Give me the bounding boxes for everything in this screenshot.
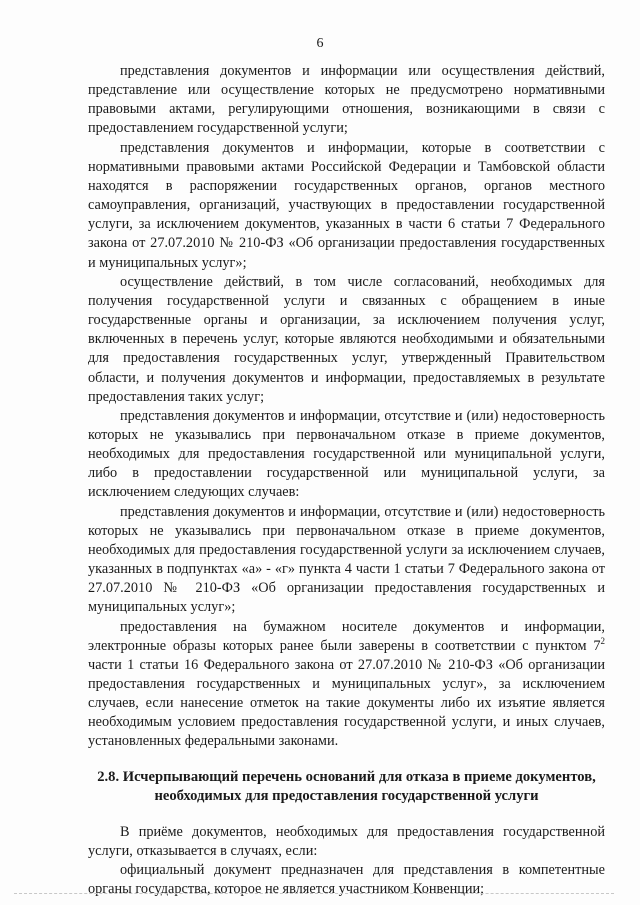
paragraph-4: представления документов и информации, отсутствие и (или) недостоверность которых не указывались при первоначальном отказе в приеме документов, необходимых для предоставления государственной или муниципальной услуги, либо в предоставлении государственной или муниципальной услуги, за исключением следующих случаев: bbox=[88, 407, 605, 501]
paragraph-5: представления документов и информации, отсутствие и (или) недостоверность которых не указывались при первоначальном отказе в приеме документов, необходимых для предоставления государственной услуги за исключением случаев, указанных в подпунктах «а» - «г» пункта 4 части 1 статьи 7 Федерального закона от 27.07.2010 № 210-ФЗ «Об организации предоставления государственных и муниципальных услуг»; bbox=[88, 503, 605, 616]
paragraph-6 bbox=[88, 618, 605, 752]
paragraph-6-text-end: части 1 статьи 16 Федерального закона от 27.07.2010 № 210-ФЗ «Об организации предоставления государственных и муниципальных услуг», за исключением случаев, если нанесение отметок на такие документы либо их изъятие является необходимым условием предоставления государственной услуги, и иных случаев, установленных федеральными законами. bbox=[88, 656, 605, 750]
document-body bbox=[88, 62, 605, 899]
paragraph-2: представления документов и информации, которые в соответствии с нормативными правовыми актами Российской Федерации и Тамбовской области находятся в распоряжении государственных органов, органов местного самоуправления, организаций, участвующих в предоставлении государственной услуги, за исключением документов, указанных в части 6 статьи 7 Федерального закона от 27.07.2010 № 210-ФЗ «Об организации предоставления государственных и муниципальных услуг»; bbox=[88, 139, 605, 271]
page-bottom-rule bbox=[14, 893, 614, 894]
paragraph-7: В приёме документов, необходимых для предоставления государственной услуги, отказывается в случаях, если: bbox=[88, 823, 605, 859]
section-heading: 2.8. Исчерпывающий перечень оснований для отказа в приеме документов, необходимых для предоставления государственной услуги bbox=[97, 768, 596, 805]
page-number: 6 bbox=[316, 36, 324, 51]
paragraph-6-text-start: предоставления на бумажном носителе документов и информации, электронные образы которых ранее были заверены в соответствии с пунктом 7 bbox=[88, 618, 605, 654]
paragraph-8: официальный документ предназначен для представления в компетентные органы государства, которое не является участником Конвенции; bbox=[88, 861, 605, 898]
paragraph-3: осуществление действий, в том числе согласований, необходимых для получения государственной услуги и связанных с обращением в иные государственные органы и организации, за исключением получения услуг, включенных в перечень услуг, которые являются необходимыми и обязательными для предоставления государственных услуг, утвержденный Правительством области, и получения документов и информации, предоставляемых в результате предоставления таких услуг; bbox=[88, 273, 605, 405]
paragraph-1: представления документов и информации или осуществления действий, представление или осуществление которых не предусмотрено нормативными правовыми актами, регулирующими отношения, возникающими в связи с предоставлением государственной услуги; bbox=[88, 63, 605, 137]
paragraph-6-superscript: 2 bbox=[600, 635, 605, 646]
